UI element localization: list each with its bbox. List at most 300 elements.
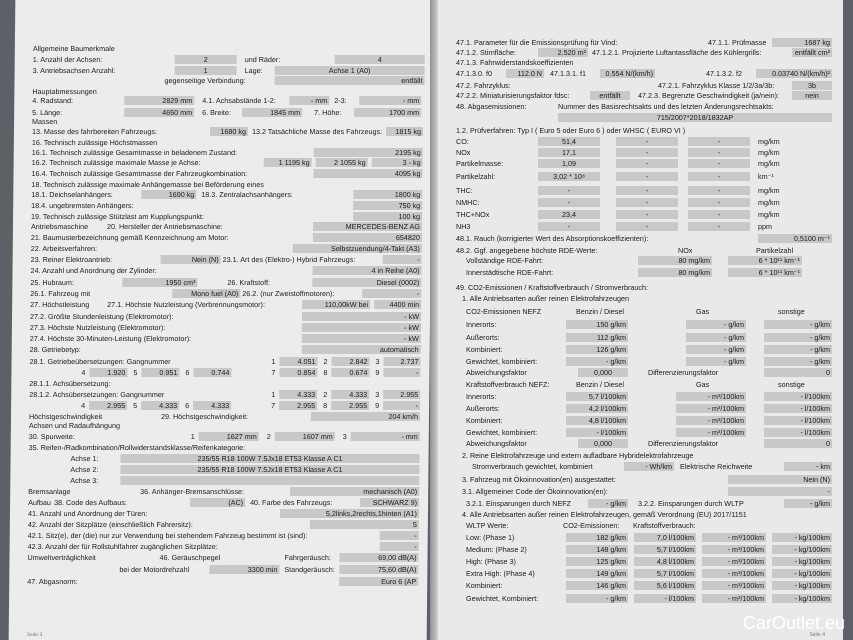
field-value: - xyxy=(538,186,600,195)
field-value: 0,000 xyxy=(578,439,628,448)
field-value: - xyxy=(616,210,678,219)
field-value: - g/km xyxy=(588,499,628,508)
field-value: 1680 kg xyxy=(210,127,248,136)
field-label: Partikelmasse: xyxy=(456,159,504,168)
field-value: - l/100km xyxy=(764,392,832,401)
field-label: gegenseitige Verbindung: xyxy=(164,76,246,85)
field-value: 23,4 xyxy=(538,210,600,219)
field-value: 1627 mm xyxy=(199,432,259,441)
field-label: 29. Höchstgeschwindigkeit: xyxy=(160,412,249,421)
field-value: 80 mg/km xyxy=(638,268,712,277)
field-label: km⁻¹ xyxy=(758,172,774,181)
field-value: 75,60 dB(A) xyxy=(339,565,418,574)
field-value: - xyxy=(380,542,419,551)
field-label: Differenzierungsfaktor xyxy=(648,368,719,377)
field-label: 3 xyxy=(375,390,380,399)
field-label: 8 xyxy=(323,401,328,410)
field-value: entfällt cm² xyxy=(792,48,832,57)
field-value: 2 1055 kg xyxy=(316,158,368,167)
field-label: Kraftstoffverbrauch: xyxy=(633,521,696,530)
field-label: 28.1.2. Achsübersetzungen: Gangnummer xyxy=(29,390,165,399)
field-value: 2.955 xyxy=(383,390,420,399)
field-label: 16.2. Technisch zulässige maximale Masse je Achse: xyxy=(31,158,201,167)
field-value: - g/km xyxy=(764,345,832,354)
field-value: 1800 kg xyxy=(353,190,422,199)
field-value: - xyxy=(616,172,678,181)
field-value: 1 1195 kg xyxy=(264,158,312,167)
field-value: 80 mg/km xyxy=(638,256,712,265)
field-value: 3 - kg xyxy=(372,158,423,167)
field-value: 69,00 dB(A) xyxy=(339,553,418,562)
field-label: 26. Kraftstoff: xyxy=(227,278,271,287)
field-label: 42.1. Sitz(e), der (die) nur zur Verwendung bei stehendem Fahrzeug bestimmt ist (sind): xyxy=(27,531,308,540)
field-value: - xyxy=(383,368,420,377)
field-label: NMHC: xyxy=(456,198,480,207)
field-label: 28.1.1. Achsübersetzung: xyxy=(29,379,111,388)
field-value: 3b xyxy=(792,81,832,90)
field-value: - kg/100km xyxy=(772,569,832,578)
field-value: 4 xyxy=(335,55,425,64)
field-label: CO: xyxy=(456,137,469,146)
field-label: CO2-Emissionen: xyxy=(563,521,620,530)
field-label: 47.1. Parameter für die Emissionsprüfung für Vind: xyxy=(456,38,618,47)
field-label: 47.1.1. Prüfmasse xyxy=(708,38,767,47)
field-label: 6. Breite: xyxy=(202,108,231,117)
field-label: 7 xyxy=(271,401,276,410)
field-label: mg/km xyxy=(758,210,780,219)
field-label: Bremsanlage xyxy=(28,487,71,496)
field-value: - g/km xyxy=(764,320,832,329)
field-label: Allgemeine Baumerkmale xyxy=(32,44,115,53)
field-value: - xyxy=(380,531,419,540)
field-value: 17,1 xyxy=(538,148,600,157)
field-label: 24. Anzahl und Anordnung der Zylinder: xyxy=(30,266,157,275)
field-label: WLTP Werte: xyxy=(466,521,509,530)
field-label: 47.1.2.1. Projizierte Luftantassfläche des Kühlergrills: xyxy=(592,48,762,57)
field-label: 13. Masse des fahrbereiten Fahrzeugs: xyxy=(31,127,158,136)
field-value: 2.520 m² xyxy=(538,48,588,57)
field-value: Diesel (0002) xyxy=(312,278,421,287)
field-label: 16.4. Technisch zulässige Gesamtmasse der Fahrzeugkombination: xyxy=(31,169,248,178)
field-value: - xyxy=(383,401,420,410)
field-value: 1690 kg xyxy=(141,190,196,199)
field-label: 26.1. Fahrzeug mit xyxy=(30,289,91,298)
field-value: 0.854 xyxy=(279,368,317,377)
field-value: - kg/100km xyxy=(772,594,832,603)
field-value: entfällt xyxy=(274,76,424,85)
field-value: mechanisch (A0) xyxy=(290,487,419,496)
field-label: Partikelzahl: xyxy=(456,172,496,181)
field-value: - g/km xyxy=(566,357,628,366)
field-value: - mm xyxy=(289,96,329,105)
field-label: Massen xyxy=(32,117,58,126)
field-value: 1.920 xyxy=(89,368,127,377)
field-value: 654820 xyxy=(313,233,422,242)
field-value: 4400 min xyxy=(374,300,421,309)
field-label: 4 xyxy=(81,401,86,410)
field-label: Höchstgeschwindigkeit xyxy=(28,412,103,421)
field-label: Benzin / Diesel xyxy=(576,307,624,316)
field-label: Innerorts: xyxy=(466,392,497,401)
field-value: - kg/100km xyxy=(772,545,832,554)
field-label: THC: xyxy=(456,186,473,195)
field-label: 1 xyxy=(271,357,276,366)
field-label: und Räder: xyxy=(244,55,281,64)
field-label: 5 xyxy=(133,368,138,377)
field-label: Achse 2: xyxy=(70,465,99,474)
field-value: 0.03740 N/(km/h)² xyxy=(756,69,832,78)
field-label: Gewichtet, Kombiniert: xyxy=(466,594,539,603)
field-value: - xyxy=(616,137,678,146)
field-label: Achse 3: xyxy=(70,476,99,485)
field-value: 2829 mm xyxy=(124,96,194,105)
field-label: 1.2. Prüfverfahren: Typ I ( Euro 5 oder Euro 6 ) oder WHSC ( EURO VI ) xyxy=(456,126,686,135)
field-label: Fahrgeräusch: xyxy=(284,553,331,562)
field-value: 750 kg xyxy=(353,201,422,210)
field-value: 112 g/km xyxy=(566,333,628,342)
field-label: 8 xyxy=(323,368,328,377)
field-label: 3. Antriebsachsen Anzahl: xyxy=(32,66,116,75)
field-value: - xyxy=(728,487,832,496)
field-value: (AC) xyxy=(190,498,245,507)
field-label: 48.2. Ggf. angegebene höchste RDE-Werte: xyxy=(456,246,598,255)
field-label: 27. Höchstleistung xyxy=(30,300,90,309)
field-value: 2.842 xyxy=(332,357,370,366)
field-label: 30. Spurweite: xyxy=(28,432,75,441)
field-value: 2.955 xyxy=(279,401,317,410)
field-value: - m³/100km xyxy=(676,416,746,425)
field-label: 27.3. Höchste Nutzleistung (Elektromotor): xyxy=(29,323,166,332)
field-value: 0,000 xyxy=(578,368,628,377)
field-value: 0.554 N/(km/h) xyxy=(600,69,655,78)
field-label: Kombiniert: xyxy=(466,581,503,590)
field-label: 3 xyxy=(342,432,347,441)
field-label: 19. Technisch zulässige Stützlast am Kupplungspunkt: xyxy=(31,212,205,221)
field-value: - xyxy=(616,222,678,231)
field-label: 7. Höhe: xyxy=(314,108,342,117)
field-value: 4,8 l/100km xyxy=(566,416,628,425)
field-value: - g/km xyxy=(686,345,746,354)
document-page-right xyxy=(438,0,843,640)
field-value: 126 g/km xyxy=(566,345,628,354)
field-value: - g/km xyxy=(686,357,746,366)
field-label: High: (Phase 3) xyxy=(466,557,516,566)
field-value: 2195 kg xyxy=(314,148,423,157)
field-label: Außerorts: xyxy=(466,404,500,413)
field-value: 150 g/km xyxy=(566,320,628,329)
field-value: - kW xyxy=(302,323,421,332)
field-value: 204 km/h xyxy=(311,412,420,421)
field-label: Außerorts: xyxy=(466,333,500,342)
field-label: Achse 1: xyxy=(70,454,99,463)
field-label: 3 xyxy=(375,357,380,366)
field-label: NH3 xyxy=(456,222,471,231)
field-value: - kg/100km xyxy=(772,557,832,566)
field-label: 2 xyxy=(266,432,271,441)
field-value: - l/100km xyxy=(634,594,696,603)
field-label: 28.1. Getriebeübersetzungen: Gangnummer xyxy=(29,357,171,366)
field-label: 27.1. Höchste Nutzleistung (Verbrennungsmotor): xyxy=(107,300,266,309)
field-label: CO2-Emissionen NEFZ xyxy=(466,307,542,316)
field-value: nein xyxy=(792,91,832,100)
field-label: 49. CO2-Emissionen / Kraftstoffverbrauch / Stromverbrauch: xyxy=(456,283,649,292)
field-value: - xyxy=(688,159,750,168)
field-label: 2 xyxy=(323,390,328,399)
field-value: - xyxy=(688,222,750,231)
field-value xyxy=(120,476,419,485)
field-label: Nummer des Basisrechtsakts und des letzten Änderungsrechtsakts: xyxy=(558,102,774,111)
field-value: 148 g/km xyxy=(566,545,628,554)
field-label: bei der Motordrehzahl xyxy=(119,565,190,574)
document-page-left xyxy=(9,0,434,640)
field-label: Kombiniert: xyxy=(466,416,503,425)
field-value: - xyxy=(616,148,678,157)
field-value: - kW xyxy=(302,312,421,321)
field-label: 3.2.1. Einsparungen durch NEFZ xyxy=(466,499,572,508)
page-number-right: Seite 4 xyxy=(809,632,825,638)
field-value: 4,8 l/100km xyxy=(634,557,696,566)
field-label: 27.2. Größte Stundenleistung (Elektromotor): xyxy=(29,312,174,321)
field-label: 27.4. Höchste 30-Minuten-Leistung (Elektromotor): xyxy=(29,334,192,343)
field-value: 0 xyxy=(764,368,832,377)
field-label: 3. Fahrzeug mit Ökoinnovation(en) ausgestattet: xyxy=(462,475,616,484)
field-label: Umweltverträglichkeit xyxy=(27,553,96,562)
field-label: Gewichtet, kombiniert: xyxy=(466,357,538,366)
field-label: mg/km xyxy=(758,148,780,157)
field-label: 41. Anzahl und Anordnung der Türen: xyxy=(27,509,148,518)
field-value: 6 * 10¹¹ km⁻¹ xyxy=(728,256,802,265)
field-label: 47. Abgasnorm: xyxy=(27,577,78,586)
field-label: 4 xyxy=(81,368,86,377)
field-label: Standgeräusch: xyxy=(284,565,335,574)
field-label: Kraftstoffverbrauch NEFZ: xyxy=(466,380,550,389)
field-value: 1687 kg xyxy=(772,38,832,47)
field-label: sonstige xyxy=(778,380,805,389)
field-value: 1950 cm³ xyxy=(122,278,197,287)
field-value: - Wh/km xyxy=(624,462,674,471)
field-label: 7 xyxy=(271,368,276,377)
field-label: 20. Hersteller der Antriebsmaschine: xyxy=(106,222,223,231)
field-value: - xyxy=(538,198,600,207)
field-value: - l/100km xyxy=(764,404,832,413)
field-value: MERCEDES-BENZ AG xyxy=(313,222,422,231)
field-label: Stromverbrauch gewichtet, kombiniert xyxy=(472,462,593,471)
field-value: 0.674 xyxy=(331,368,369,377)
field-label: 4.1. Achsabstände 1-2: xyxy=(202,96,276,105)
field-value: 2.955 xyxy=(89,401,127,410)
field-label: 47.1.3.2. f2 xyxy=(706,69,742,78)
field-value: 100 kg xyxy=(353,212,422,221)
field-label: 47.2. Fahrzyklus: xyxy=(456,81,511,90)
field-value: 149 g/km xyxy=(566,569,628,578)
field-value: 125 g/km xyxy=(566,557,628,566)
field-value: - xyxy=(688,210,750,219)
field-value: 5 xyxy=(310,520,419,529)
field-label: 9 xyxy=(375,368,380,377)
field-value: - xyxy=(383,255,422,264)
field-value: - l/100km xyxy=(566,428,628,437)
field-label: 16. Technisch zulässige Höchstmassen xyxy=(31,138,158,147)
field-value: - m³/100km xyxy=(676,392,746,401)
field-label: mg/km xyxy=(758,186,780,195)
field-label: NOx xyxy=(456,148,471,157)
field-value: 1607 mm xyxy=(275,432,335,441)
field-label: Abweichungsfaktor xyxy=(466,368,527,377)
field-value: 5,2links,2rechts,1hinten (A1) xyxy=(280,509,419,518)
field-label: 13.2 Tatsächliche Masse des Fahrzeugs: xyxy=(251,127,383,136)
field-label: Gas xyxy=(696,307,710,316)
field-value: 4.333 xyxy=(331,390,369,399)
field-value: 2.737 xyxy=(384,357,421,366)
field-value: 146 g/km xyxy=(566,581,628,590)
field-value: 235/55 R18 100W 7.5Jx18 ET53 Klasse A C1 xyxy=(121,454,420,463)
field-value: entfällt xyxy=(590,91,630,100)
field-value: - xyxy=(616,159,678,168)
field-label: Innerstädtische RDE-Fahrt: xyxy=(466,268,554,277)
field-value: - m³/100km xyxy=(702,533,766,542)
field-label: 18.1. Deichselanhängers: xyxy=(31,190,113,199)
field-value: 112.0 N xyxy=(506,69,544,78)
field-label: Differenzierungsfaktor xyxy=(648,439,719,448)
field-value: - m³/100km xyxy=(702,569,766,578)
field-label: NOx xyxy=(678,246,693,255)
field-label: 1 xyxy=(190,432,195,441)
field-label: 3.1. Allgemeiner Code der Ökoinnovation(en): xyxy=(462,487,608,496)
field-value: 715/2007*2018/1832AP xyxy=(558,113,832,122)
field-value: 5,7 l/100km xyxy=(566,392,628,401)
field-label: mg/km xyxy=(758,137,780,146)
field-value: - kW xyxy=(302,334,421,343)
field-value: 4.051 xyxy=(280,357,318,366)
field-value: - mm xyxy=(351,432,420,441)
field-label: 47.2.1. Fahrzyklus Klasse 1/2/3a/3b: xyxy=(658,81,775,90)
field-label: 1. Alle Antriebsarten außer reinen Elektrofahrzeugen xyxy=(462,294,630,303)
field-label: Abweichungsfaktor xyxy=(466,439,527,448)
field-label: Aufbau xyxy=(28,498,51,507)
field-label: Extra High: (Phase 4) xyxy=(466,569,535,578)
field-value: 4.333 xyxy=(193,401,231,410)
field-value: 4095 kg xyxy=(313,169,422,178)
field-value: - xyxy=(616,186,678,195)
field-value: 5,6 l/100km xyxy=(634,581,696,590)
page-number-left: Seite 3 xyxy=(26,632,43,638)
field-label: Low: (Phase 1) xyxy=(466,533,515,542)
field-value: 0.951 xyxy=(141,368,179,377)
field-label: mg/km xyxy=(758,159,780,168)
field-value: Nein (N) xyxy=(161,255,221,264)
field-label: 5 xyxy=(133,401,138,410)
field-label: 21. Baumusterbezeichnung gemäß Kennzeichnung am Motor: xyxy=(30,233,229,242)
field-value: 0.744 xyxy=(193,368,231,377)
field-label: Partikelzahl xyxy=(756,246,794,255)
field-value: - xyxy=(362,289,421,298)
field-label: 1. Anzahl der Achsen: xyxy=(32,55,103,64)
field-value: - xyxy=(688,198,750,207)
field-label: 25. Hubraum: xyxy=(30,278,74,287)
field-value: Achse 1 (A0) xyxy=(275,66,425,75)
field-value: - g/km xyxy=(764,333,832,342)
field-label: 47.1.3.1. f1 xyxy=(550,69,586,78)
field-label: Vollständige RDE-Fahrt: xyxy=(466,256,544,265)
field-value: 1,09 xyxy=(538,159,600,168)
field-label: 18.4. ungebremsten Anhängers: xyxy=(31,201,134,210)
field-value: - xyxy=(538,222,600,231)
field-label: 47.2.2. Miniaturisierungsfaktor fdsc: xyxy=(456,91,570,100)
field-label: Antriebsmaschine xyxy=(30,222,89,231)
field-label: 6 xyxy=(185,401,190,410)
field-value: - g/km xyxy=(686,320,746,329)
field-label: 28. Getriebetyp: xyxy=(29,345,81,354)
field-label: 3.2.2. Einsparungen durch WLTP xyxy=(638,499,744,508)
field-label: 48. Abgasemissionen: xyxy=(456,102,527,111)
field-label: Elektrische Reichweite xyxy=(680,462,753,471)
field-value: Nein (N) xyxy=(728,475,832,484)
field-value: - xyxy=(688,172,750,181)
field-value: - m³/100km xyxy=(702,545,766,554)
field-label: 6 xyxy=(185,368,190,377)
field-value: 2.955 xyxy=(331,401,369,410)
field-value: 3,02 * 10⁸ xyxy=(538,172,600,181)
field-value: Mono fuel (A0) xyxy=(172,289,240,298)
field-label: 40. Farbe des Fahrzeugs: xyxy=(250,498,333,507)
field-value: 0 xyxy=(764,439,832,448)
field-value: - xyxy=(688,148,750,157)
field-label: THC+NOx xyxy=(456,210,490,219)
field-value: - g/km xyxy=(686,333,746,342)
field-label: 4. Radstand: xyxy=(32,96,74,105)
field-label: Kombiniert: xyxy=(466,345,503,354)
field-value: - xyxy=(616,198,678,207)
field-value: 5,7 l/100km xyxy=(634,545,696,554)
field-label: 2-3: xyxy=(334,96,347,105)
field-value: 1845 mm xyxy=(242,108,302,117)
field-label: Hauptabmessungen xyxy=(32,87,97,96)
field-value: 0,5100 m⁻¹ xyxy=(758,234,832,243)
field-value: automatisch xyxy=(302,345,421,354)
field-label: 26.2. (nur Zweistoffmotoren): xyxy=(242,289,335,298)
field-label: 48.1. Rauch (korrigierter Wert des Absorptionskoeffizienten): xyxy=(456,234,649,243)
field-value: Selbstzuendung/4-Takt (A3) xyxy=(293,244,422,253)
field-value: - xyxy=(688,186,750,195)
field-value: 2 xyxy=(175,55,237,64)
field-label: 46. Geräuschpegel xyxy=(159,553,221,562)
field-value: 5,7 l/100km xyxy=(634,569,696,578)
field-label: 42. Anzahl der Sitzplätze (einschließlich Fahrersitz): xyxy=(27,520,193,529)
field-value: SCHWARZ 9) xyxy=(360,498,419,507)
field-value: 51,4 xyxy=(538,137,600,146)
field-value: - g/km xyxy=(784,499,832,508)
field-value: - mm xyxy=(359,96,421,105)
field-label: 47.1.3. Fahrwiderstandskoeffizienten xyxy=(456,58,574,67)
field-label: 18.3. Zentralachsanhängers: xyxy=(201,190,293,199)
field-label: Benzin / Diesel xyxy=(576,380,624,389)
field-value: 4,2 l/100km xyxy=(566,404,628,413)
field-value: - xyxy=(688,137,750,146)
field-label: 22. Arbeitsverfahren: xyxy=(30,244,98,253)
field-value: 6 * 10¹¹ km⁻¹ xyxy=(728,268,802,277)
field-label: Gas xyxy=(696,380,710,389)
field-label: 23.1. Art des (Elektro-) Hybrid Fahrzeugs: xyxy=(222,255,356,264)
field-value: 4650 mm xyxy=(124,108,194,117)
field-value: 7,0 l/100km xyxy=(634,533,696,542)
field-label: 1 xyxy=(271,390,276,399)
field-value: 235/55 R18 100W 7.5Jx18 ET53 Klasse A C1 xyxy=(120,465,419,474)
field-label: 2. Reine Elektrofahrzeuge und extern aufladbare Hybridelektrofahrzeuge xyxy=(462,451,694,460)
field-label: 5. Länge: xyxy=(32,108,63,117)
field-value: - m³/100km xyxy=(676,404,746,413)
field-value: 4 in Reihe (A0) xyxy=(312,266,421,275)
field-label: 42.3. Anzahl der für Rollstuhlfahrer zugänglichen Sitzplätze: xyxy=(27,542,218,551)
